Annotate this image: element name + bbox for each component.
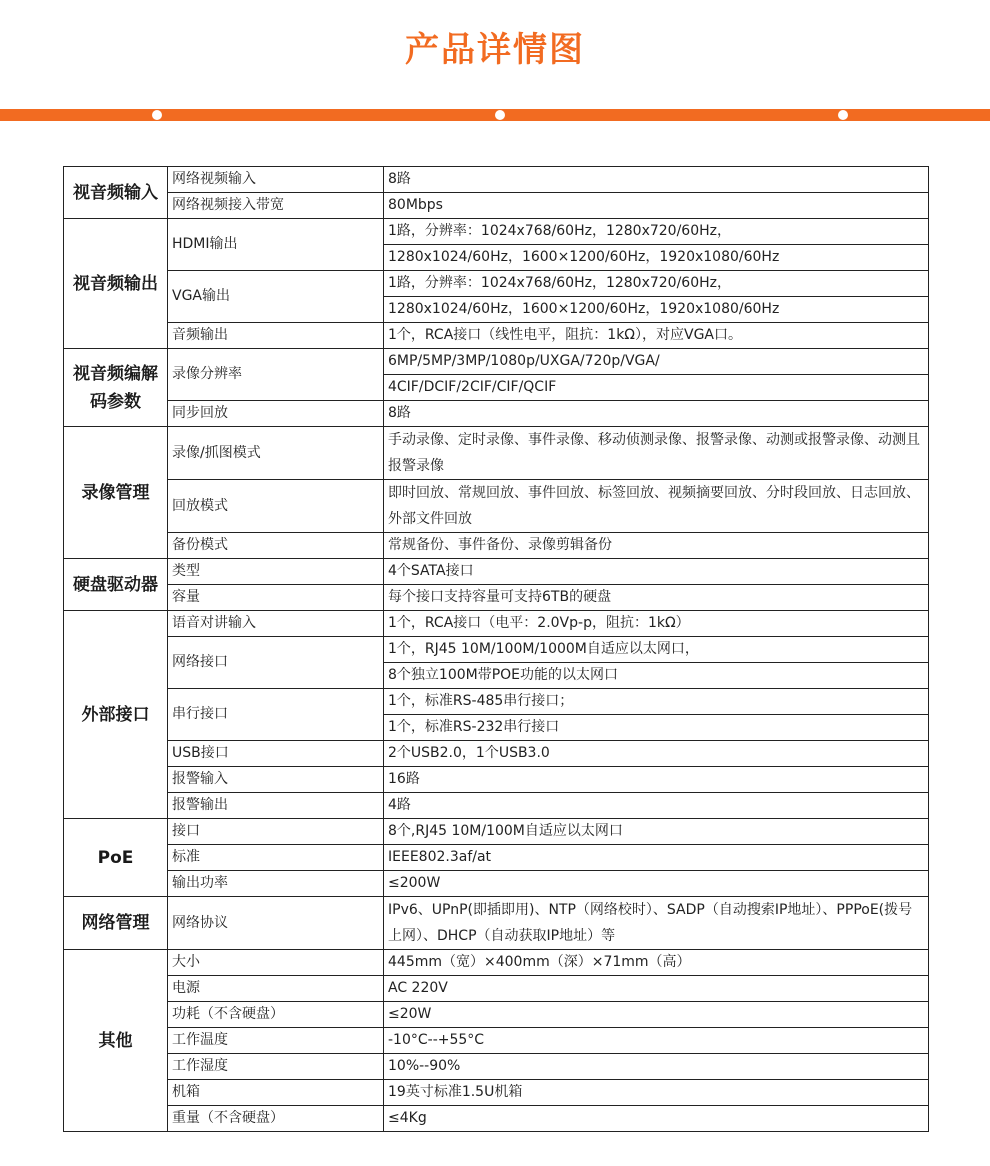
- item-cell: 语音对讲输入: [168, 611, 384, 637]
- table-row: [64, 950, 929, 976]
- value-cell: 1个，标准RS-232串行接口: [384, 715, 929, 741]
- table-row: [64, 793, 929, 819]
- category-cell: 录像管理: [64, 427, 168, 559]
- table-row: [64, 1080, 929, 1106]
- value-cell: ≤200W: [384, 871, 929, 897]
- table-row: [64, 167, 929, 193]
- value-cell: 1280x1024/60Hz，1600×1200/60Hz，1920x1080/60Hz: [384, 245, 929, 271]
- value-cell: 1个，RJ45 10M/100M/1000M自适应以太网口，: [384, 637, 929, 663]
- table-row: [64, 533, 929, 559]
- category-cell: 视音频输出: [64, 219, 168, 349]
- value-cell: 4CIF/DCIF/2CIF/CIF/QCIF: [384, 375, 929, 401]
- item-cell: USB接口: [168, 741, 384, 767]
- divider-dot: [838, 110, 848, 120]
- table-row: [64, 219, 929, 245]
- table-row: [64, 1054, 929, 1080]
- value-cell: 16路: [384, 767, 929, 793]
- table-row: [64, 559, 929, 585]
- item-cell: 网络接口: [168, 637, 384, 689]
- value-cell: 每个接口支持容量可支持6TB的硬盘: [384, 585, 929, 611]
- table-row: [64, 767, 929, 793]
- value-cell: 8个独立100M带POE功能的以太网口: [384, 663, 929, 689]
- table-row: [64, 1002, 929, 1028]
- table-row: [64, 819, 929, 845]
- table-row: [64, 845, 929, 871]
- category-cell: 其他: [64, 950, 168, 1132]
- item-cell: 音频输出: [168, 323, 384, 349]
- table-row: [64, 1106, 929, 1132]
- item-cell: 录像分辨率: [168, 349, 384, 401]
- item-cell: 报警输入: [168, 767, 384, 793]
- value-cell: 1280x1024/60Hz，1600×1200/60Hz，1920x1080/60Hz: [384, 297, 929, 323]
- category-cell: 硬盘驱动器: [64, 559, 168, 611]
- table-row: [64, 585, 929, 611]
- item-cell: 网络视频输入: [168, 167, 384, 193]
- category-cell: 视音频输入: [64, 167, 168, 219]
- item-cell: 标准: [168, 845, 384, 871]
- item-cell: 工作湿度: [168, 1054, 384, 1080]
- page-title: 产品详情图: [405, 30, 585, 70]
- value-cell: 1个，RCA接口（电平：2.0Vp-p，阻抗：1kΩ）: [384, 611, 929, 637]
- divider-dot: [495, 110, 505, 120]
- value-cell: 80Mbps: [384, 193, 929, 219]
- item-cell: 重量（不含硬盘）: [168, 1106, 384, 1132]
- value-cell: 2个USB2.0，1个USB3.0: [384, 741, 929, 767]
- spec-table: [63, 166, 929, 1132]
- value-cell: 1路，分辨率：1024x768/60Hz，1280x720/60Hz，: [384, 219, 929, 245]
- value-cell: 1路，分辨率：1024x768/60Hz，1280x720/60Hz，: [384, 271, 929, 297]
- value-cell: 19英寸标准1.5U机箱: [384, 1080, 929, 1106]
- value-cell: AC 220V: [384, 976, 929, 1002]
- value-cell: 8路: [384, 167, 929, 193]
- value-cell: 4个SATA接口: [384, 559, 929, 585]
- value-cell: 8个,RJ45 10M/100M自适应以太网口: [384, 819, 929, 845]
- item-cell: 大小: [168, 950, 384, 976]
- item-cell: 串行接口: [168, 689, 384, 741]
- value-cell: 即时回放、常规回放、事件回放、标签回放、视频摘要回放、分时段回放、日志回放、外部文件回放: [384, 480, 929, 533]
- table-row: [64, 637, 929, 663]
- table-row: [64, 689, 929, 715]
- value-cell: 1个，标准RS-485串行接口；: [384, 689, 929, 715]
- value-cell: 1个，RCA接口（线性电平，阻抗：1kΩ），对应VGA口。: [384, 323, 929, 349]
- divider-dot: [152, 110, 162, 120]
- value-cell: 4路: [384, 793, 929, 819]
- item-cell: 类型: [168, 559, 384, 585]
- item-cell: 报警输出: [168, 793, 384, 819]
- category-cell: 外部接口: [64, 611, 168, 819]
- table-row: [64, 871, 929, 897]
- category-cell: PoE: [64, 819, 168, 897]
- value-cell: ≤4Kg: [384, 1106, 929, 1132]
- table-row: [64, 741, 929, 767]
- item-cell: 功耗（不含硬盘）: [168, 1002, 384, 1028]
- item-cell: 同步回放: [168, 401, 384, 427]
- category-cell: 视音频编解码参数: [64, 349, 168, 427]
- table-row: [64, 1028, 929, 1054]
- item-cell: 备份模式: [168, 533, 384, 559]
- item-cell: 工作温度: [168, 1028, 384, 1054]
- value-cell: -10°C--+55°C: [384, 1028, 929, 1054]
- item-cell: 电源: [168, 976, 384, 1002]
- item-cell: 网络视频接入带宽: [168, 193, 384, 219]
- table-row: [64, 427, 929, 480]
- item-cell: 接口: [168, 819, 384, 845]
- item-cell: 机箱: [168, 1080, 384, 1106]
- value-cell: 445mm（宽）×400mm（深）×71mm（高）: [384, 950, 929, 976]
- item-cell: 网络协议: [168, 897, 384, 950]
- value-cell: IEEE802.3af/at: [384, 845, 929, 871]
- table-row: [64, 323, 929, 349]
- value-cell: ≤20W: [384, 1002, 929, 1028]
- category-cell: 网络管理: [64, 897, 168, 950]
- table-row: [64, 611, 929, 637]
- table-row: [64, 480, 929, 533]
- table-row: [64, 401, 929, 427]
- value-cell: 常规备份、事件备份、录像剪辑备份: [384, 533, 929, 559]
- value-cell: 8路: [384, 401, 929, 427]
- item-cell: 回放模式: [168, 480, 384, 533]
- item-cell: VGA输出: [168, 271, 384, 323]
- item-cell: 容量: [168, 585, 384, 611]
- value-cell: IPv6、UPnP(即插即用)、NTP（网络校时）、SADP（自动搜索IP地址）、PPPoE(拨号上网）、DHCP（自动获取IP地址）等: [384, 897, 929, 950]
- item-cell: 输出功率: [168, 871, 384, 897]
- item-cell: HDMI输出: [168, 219, 384, 271]
- table-row: [64, 897, 929, 950]
- table-row: [64, 349, 929, 375]
- value-cell: 手动录像、定时录像、事件录像、移动侦测录像、报警录像、动测或报警录像、动测且报警录像: [384, 427, 929, 480]
- table-row: [64, 976, 929, 1002]
- table-row: [64, 271, 929, 297]
- table-row: [64, 193, 929, 219]
- value-cell: 6MP/5MP/3MP/1080p/UXGA/720p/VGA/: [384, 349, 929, 375]
- item-cell: 录像/抓图模式: [168, 427, 384, 480]
- value-cell: 10%--90%: [384, 1054, 929, 1080]
